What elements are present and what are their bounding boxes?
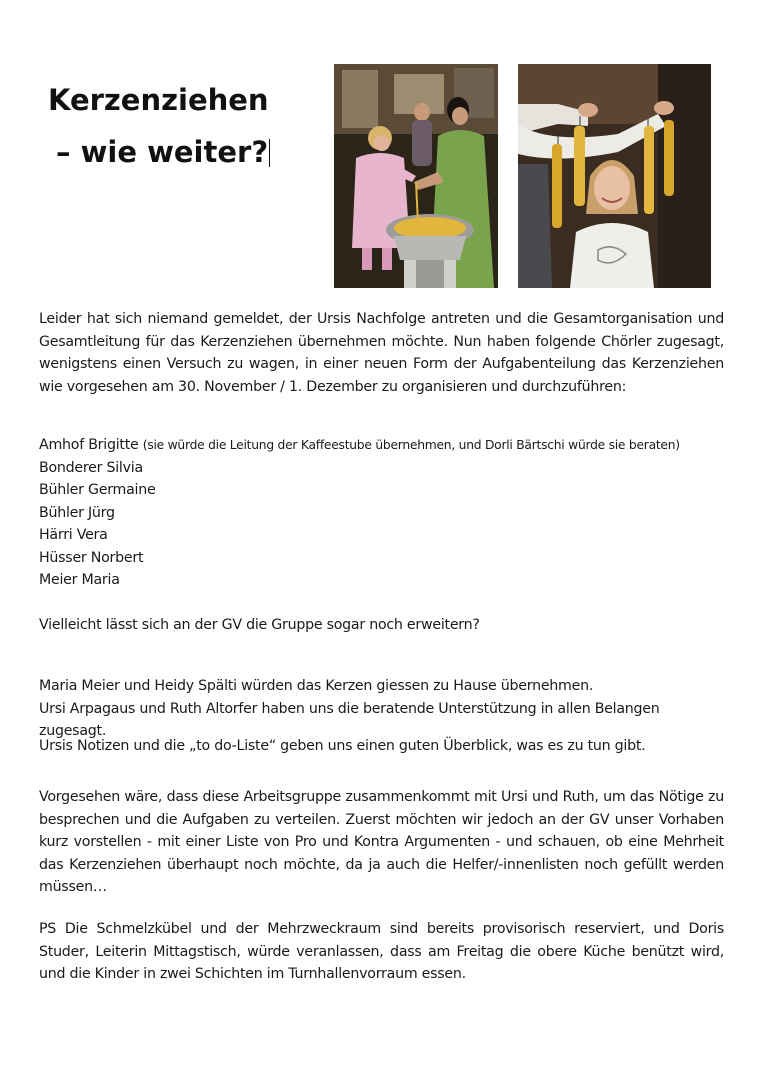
photo-girl-with-candles (518, 64, 711, 288)
volunteer-name: Amhof Brigitte (39, 437, 139, 453)
intro-paragraph: Leider hat sich niemand gemeldet, der Ursis Nachfolge antreten und die Gesamtorganisation und Gesamtleitung für das Kerzenziehen übernehmen möchte. Nun haben folgende Chörler zugesagt, wenigstens einen Versuch zu wagen, in einer neuen Form der Aufgabenteilung das Kerzenziehen wie vorgesehen am 30. November / 1. Dezember zu organisieren und durchzuführen: (39, 311, 724, 395)
list-item: Bühler Germaine (39, 482, 156, 498)
text-cursor (269, 139, 270, 167)
group-extension-question: Vielleicht lässt sich an der GV die Gruppe sogar noch erweitern? (39, 617, 480, 633)
list-item: Härri Vera (39, 527, 108, 543)
title-line-2-text: – wie weiter? (56, 135, 269, 169)
candle-casting-line: Maria Meier und Heidy Spälti würden das Kerzen giessen zu Hause übernehmen. (39, 678, 594, 694)
page-title (48, 74, 270, 178)
photo-candle-dipping (334, 64, 498, 288)
title-line-1: Kerzenziehen (48, 83, 269, 117)
list-item: Bonderer Silvia (39, 459, 143, 476)
title-line-2 (48, 126, 270, 178)
list-item: Hüsser Norbert (39, 549, 144, 566)
notes-paragraph: Ursis Notizen und die „to do-Liste“ geben uns einen guten Überblick, was es zu tun gibt. (39, 738, 646, 754)
support-paragraph (39, 675, 724, 743)
postscript-paragraph: PS Die Schmelzkübel und der Mehrzweckraum sind bereits provisorisch reserviert, und Doris Studer, Leiterin Mittagstisch, würde veranlassen, dass am Freitag die obere Küche benützt wird, und die Kinder in zwei Schichten im Turnhallenvorraum essen. (39, 921, 724, 982)
plan-paragraph: Vorgesehen wäre, dass diese Arbeitsgruppe zusammenkommt mit Ursi und Ruth, um das Nötige zu besprechen und die Aufgaben zu verteilen. Zuerst möchten wir jedoch an der GV unser Vorhaben kurz vorstellen - mit einer Liste von Pro und Kontra Argumenten - und schauen, ob eine Mehrheit das Kerzenziehen überhaupt noch möchte, da ja auch die Helfer/-innenlisten noch gefüllt werden müssen… (39, 789, 724, 895)
photo-girl-with-candles-image (518, 64, 711, 288)
list-item (39, 434, 724, 457)
list-item: Meier Maria (39, 572, 120, 588)
advisory-support-line: Ursi Arpagaus und Ruth Altorfer haben uns die beratende Unterstützung in allen Belangen zugesagt. (39, 700, 660, 739)
photo-candle-dipping-image (334, 64, 498, 288)
volunteer-note: (sie würde die Leitung der Kaffeestube übernehmen, und Dorli Bärtschi würde sie beraten) (142, 438, 680, 452)
volunteer-list (39, 434, 724, 592)
list-item: Bühler Jürg (39, 504, 115, 521)
